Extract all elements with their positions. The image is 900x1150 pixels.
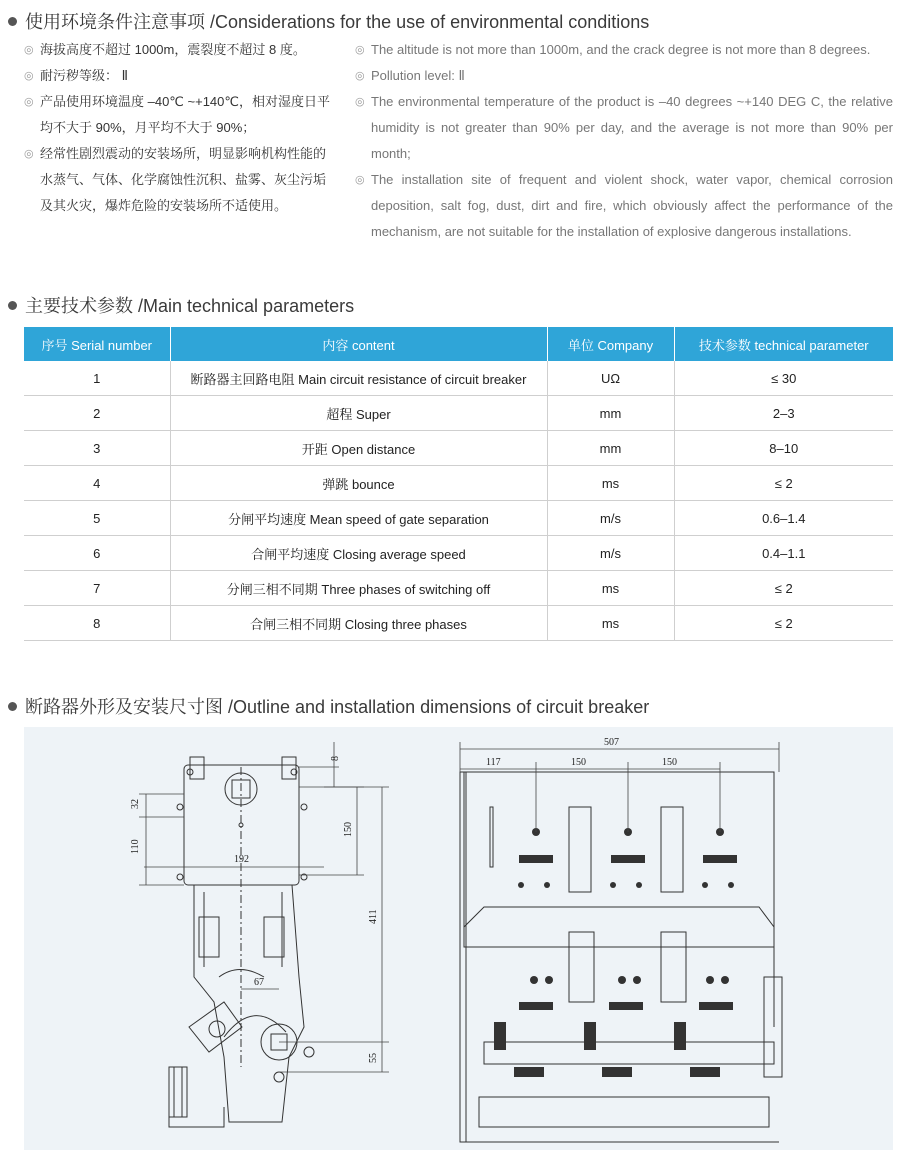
- outline-drawing: [24, 727, 893, 1150]
- cell: mm: [547, 431, 674, 466]
- cell: 分闸三相不同期 Three phases of switching off: [170, 571, 547, 606]
- dim-label: 55: [368, 1053, 379, 1063]
- dim-label: 411: [368, 909, 379, 924]
- cell: 合闸三相不同期 Closing three phases: [170, 606, 547, 641]
- table-row: [24, 536, 893, 571]
- cell: 分闸平均速度 Mean speed of gate separation: [170, 501, 547, 536]
- cell: ≤ 30: [674, 361, 893, 396]
- cell: ms: [547, 466, 674, 501]
- dim-label: 32: [130, 799, 141, 809]
- list-item: ◎ The altitude is not more than 1000m, and the crack degree is not more than 8 degrees.: [355, 37, 893, 63]
- dimension-labels: [130, 737, 677, 1063]
- list-item: ◎ 耐污秽等级： Ⅱ: [24, 63, 334, 89]
- cell: 8: [24, 606, 170, 641]
- table-header-row: [24, 327, 893, 361]
- list-item: ◎ 海拔高度不超过 1000m，震裂度不超过 8 度。: [24, 37, 334, 63]
- circle-mark-icon: ◎: [24, 44, 34, 56]
- cell: m/s: [547, 501, 674, 536]
- cell: 2–3: [674, 396, 893, 431]
- params-table: [24, 327, 893, 641]
- params-section-title: [8, 292, 354, 318]
- cell: ≤ 2: [674, 466, 893, 501]
- side-view-drawing: [169, 757, 314, 1127]
- outline-section-title: [8, 693, 649, 719]
- dim-label: 507: [604, 737, 619, 748]
- dim-label: 8: [330, 756, 341, 761]
- env-list-cn: [24, 37, 334, 219]
- cell: ≤ 2: [674, 606, 893, 641]
- dim-label: 117: [486, 757, 501, 768]
- front-view-details: [494, 828, 737, 1077]
- cell: 0.4–1.1: [674, 536, 893, 571]
- circle-mark-icon: ◎: [355, 174, 365, 186]
- cell: 8–10: [674, 431, 893, 466]
- table-row: [24, 571, 893, 606]
- list-item: ◎ Pollution level: Ⅱ: [355, 63, 893, 89]
- dim-label: 150: [343, 822, 354, 837]
- circle-mark-icon: ◎: [355, 44, 365, 56]
- list-item: ◎ The environmental temperature of the product is –40 degrees ~+140 DEG C, the relative humidity is not greater than 90% per day, and the average is not more than 90% per month;: [355, 89, 893, 167]
- cell: 超程 Super: [170, 396, 547, 431]
- dim-label: 150: [662, 757, 677, 768]
- bullet-icon: [8, 301, 17, 310]
- bullet-icon: [8, 17, 17, 26]
- list-item: ◎ 经常性剧烈震动的安装场所，明显影响机构性能的水蒸气、气体、化学腐蚀性沉积、盐雾、灰尘污垢及其火灾，爆炸危险的安装场所不适使用。: [24, 141, 334, 219]
- cell: ≤ 2: [674, 571, 893, 606]
- cell: UΩ: [547, 361, 674, 396]
- circle-mark-icon: ◎: [24, 70, 34, 82]
- circle-mark-icon: ◎: [24, 96, 34, 108]
- header-unit: 单位 Company: [547, 327, 674, 361]
- table-row: [24, 396, 893, 431]
- cell: ms: [547, 571, 674, 606]
- table-row: [24, 431, 893, 466]
- front-view-drawing: [460, 772, 782, 1142]
- circle-mark-icon: ◎: [24, 148, 34, 160]
- env-section-title: [8, 8, 649, 34]
- dim-label: 110: [130, 839, 141, 854]
- table-row: [24, 466, 893, 501]
- dim-label: 192: [234, 854, 249, 865]
- outline-title-text: 断路器外形及安装尺寸图 /Outline and installation dimensions of circuit breaker: [25, 697, 650, 717]
- cell: 0.6–1.4: [674, 501, 893, 536]
- front-view-dimensions: [460, 742, 779, 832]
- cell: 开距 Open distance: [170, 431, 547, 466]
- cell: 4: [24, 466, 170, 501]
- env-title-text: 使用环境条件注意事项 /Considerations for the use of environmental conditions: [25, 12, 650, 32]
- header-content: 内容 content: [170, 327, 547, 361]
- list-item: ◎ 产品使用环境温度 –40℃ ~+140℃，相对湿度日平均不大于 90%，月平均不大于 90%；: [24, 89, 334, 141]
- cell: 3: [24, 431, 170, 466]
- cell: 断路器主回路电阻 Main circuit resistance of circuit breaker: [170, 361, 547, 396]
- table-row: [24, 606, 893, 641]
- params-title-text: 主要技术参数 /Main technical parameters: [25, 296, 355, 316]
- list-item: ◎ The installation site of frequent and violent shock, water vapor, chemical corrosion deposition, salt fog, dust, dirt and fire, which obviously affect the performance of the mechanism, are not suitable for the installation of explosive dangerous installations.: [355, 167, 893, 245]
- cell: 1: [24, 361, 170, 396]
- cell: 2: [24, 396, 170, 431]
- circle-mark-icon: ◎: [355, 70, 365, 82]
- bullet-icon: [8, 702, 17, 711]
- table-row: [24, 361, 893, 396]
- env-list-en: [355, 37, 893, 245]
- dim-label: 67: [254, 977, 264, 988]
- outline-drawing-svg: [24, 727, 893, 1150]
- side-view-dimensions: [139, 742, 389, 1072]
- cell: mm: [547, 396, 674, 431]
- header-serial: 序号 Serial number: [24, 327, 170, 361]
- circle-mark-icon: ◎: [355, 96, 365, 108]
- dim-label: 150: [571, 757, 586, 768]
- cell: 弹跳 bounce: [170, 466, 547, 501]
- cell: 6: [24, 536, 170, 571]
- cell: 5: [24, 501, 170, 536]
- cell: 7: [24, 571, 170, 606]
- cell: m/s: [547, 536, 674, 571]
- cell: 合闸平均速度 Closing average speed: [170, 536, 547, 571]
- table-row: [24, 501, 893, 536]
- cell: ms: [547, 606, 674, 641]
- header-parameter: 技术参数 technical parameter: [674, 327, 893, 361]
